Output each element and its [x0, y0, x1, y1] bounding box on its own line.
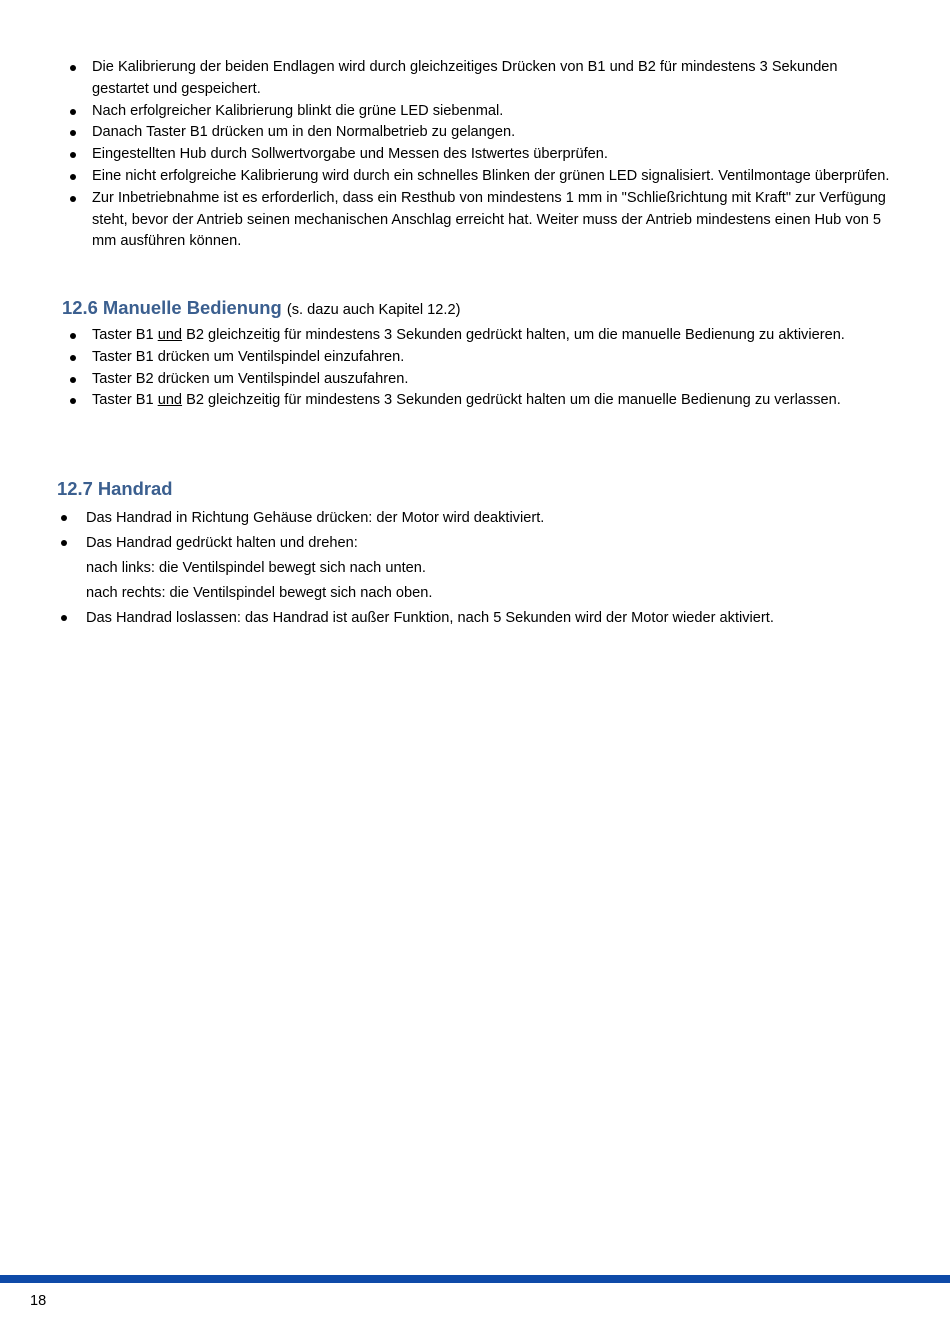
list-item	[92, 122, 898, 144]
list-item-text: Taster B2 drücken um Ventilspindel auszufahren.	[92, 370, 409, 387]
section-heading-handwheel	[57, 477, 173, 501]
list-item-subline: nach links: die Ventilspindel bewegt sich nach unten.	[86, 559, 426, 576]
bullet-icon	[70, 152, 76, 158]
bullet-icon	[61, 540, 67, 546]
list-item	[92, 101, 898, 123]
list-item-text: Nach erfolgreicher Kalibrierung blinkt die grüne LED siebenmal.	[92, 102, 504, 119]
footer-divider	[0, 1275, 950, 1283]
section-heading-manual	[62, 296, 460, 322]
list-item-text: Taster B1 drücken um Ventilspindel einzufahren.	[92, 348, 405, 365]
bullet-icon	[70, 130, 76, 136]
calibration-list	[92, 57, 898, 253]
list-item	[92, 166, 898, 188]
list-item-text-part: Taster B1	[92, 327, 158, 343]
list-item	[92, 347, 898, 369]
list-item-text: Das Handrad loslassen: das Handrad ist außer Funktion, nach 5 Sekunden wird der Motor wieder aktiviert.	[86, 609, 774, 626]
bullet-icon	[70, 398, 76, 404]
bullet-icon	[70, 355, 76, 361]
list-item	[86, 606, 906, 631]
list-item-text: Eine nicht erfolgreiche Kalibrierung wird durch ein schnelles Blinken der grünen LED signalisiert. Ventilmontage überprüfen.	[92, 167, 890, 184]
list-item-subline: nach rechts: die Ventilspindel bewegt sich nach oben.	[86, 584, 433, 601]
bullet-icon	[61, 515, 67, 521]
list-item	[92, 369, 898, 391]
list-item	[86, 506, 906, 531]
list-item-text-part: B2 gleichzeitig für mindestens 3 Sekunden gedrückt halten um die manuelle Bedienung zu verlassen.	[182, 392, 841, 409]
list-item-text: Die Kalibrierung der beiden Endlagen wird durch gleichzeitiges Drücken von B1 und B2 für mindestens 3 Sekunden gestartet und gespeichert.	[92, 59, 838, 97]
handwheel-list	[86, 506, 906, 631]
bullet-icon	[70, 65, 76, 71]
section-heading-text: 12.7 Handrad	[57, 478, 173, 499]
list-item	[86, 531, 906, 606]
section-heading-text: 12.6 Manuelle Bedienung	[62, 297, 282, 318]
list-item-text: Danach Taster B1 drücken um in den Normalbetrieb zu gelangen.	[92, 124, 516, 141]
bullet-icon	[70, 174, 76, 180]
list-item-text-part: Taster B1	[92, 392, 158, 409]
underlined-word: und	[157, 327, 183, 343]
list-item-text: Das Handrad in Richtung Gehäuse drücken: der Motor wird deaktiviert.	[86, 510, 545, 526]
bullet-icon	[70, 377, 76, 383]
list-item-text-part: B2 gleichzeitig für mindestens 3 Sekunden gedrückt halten, um die manuelle Bedienung zu aktivieren.	[182, 327, 845, 343]
list-item	[92, 144, 898, 166]
bullet-icon	[70, 109, 76, 115]
list-item-text: Eingestellten Hub durch Sollwertvorgabe und Messen des Istwertes überprüfen.	[92, 146, 608, 163]
bullet-icon	[61, 615, 67, 621]
manual-operation-list	[92, 325, 898, 412]
list-item-text: Das Handrad gedrückt halten und drehen:	[86, 534, 358, 551]
list-item	[92, 57, 898, 101]
list-item-text: Zur Inbetriebnahme ist es erforderlich, dass ein Resthub von mindestens 1 mm in "Schließrichtung mit Kraft" zur Verfügung steht, bevor der Antrieb seinen mechanischen Anschlag erreicht hat. Weiter muss der Antrieb mindestens einen Hub von 5 mm ausführen können.	[92, 189, 886, 250]
list-item	[92, 325, 898, 347]
page-number: 18	[30, 1293, 47, 1309]
underlined-word: und	[157, 392, 183, 409]
bullet-icon	[70, 196, 76, 202]
bullet-icon	[70, 333, 76, 339]
section-heading-reference: (s. dazu auch Kapitel 12.2)	[286, 302, 461, 318]
list-item	[92, 390, 898, 412]
list-item	[92, 188, 898, 253]
